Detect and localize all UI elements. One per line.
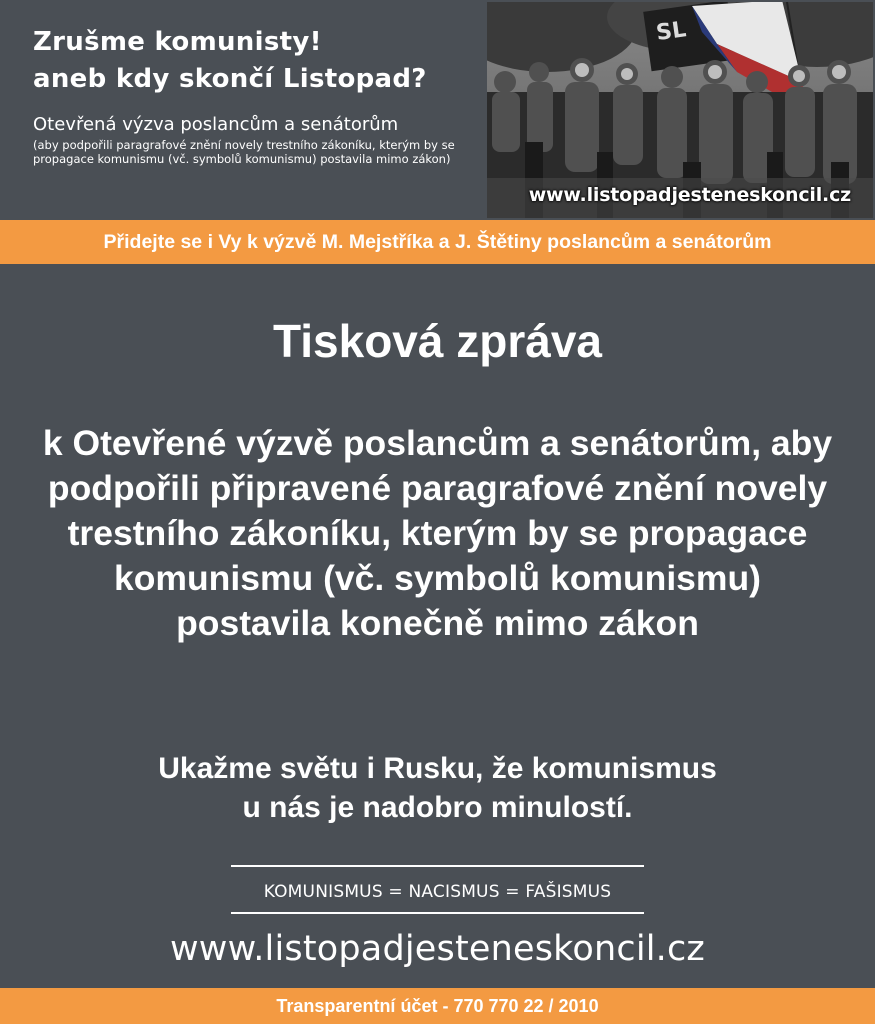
equation-statement: KOMUNISMUS = NACISMUS = FAŠISMUS bbox=[263, 882, 612, 902]
headline-line-1: Zrušme komunisty! bbox=[33, 27, 322, 57]
website-url[interactable]: www.listopadjesteneskoncil.cz bbox=[169, 929, 706, 969]
slogan-line-1: Ukažme světu i Rusku, že komunismus bbox=[158, 752, 717, 785]
account-banner bbox=[0, 988, 875, 1024]
divider-top bbox=[231, 865, 644, 867]
press-release-title: Tisková zpráva bbox=[272, 315, 602, 367]
header bbox=[0, 0, 875, 220]
headline-line-2: aneb kdy skončí Listopad? bbox=[33, 64, 427, 94]
subheadline-note: (aby podpořili paragrafové znění novely trestního zákoníku, kterým by se propagace komunismu (vč. symbolů komunismu) postavila mimo zákon) bbox=[33, 138, 455, 166]
bank-account-text: Transparentní účet - 770 770 22 / 2010 bbox=[276, 996, 599, 1016]
slogan-line-2: u nás je nadobro minulostí. bbox=[242, 791, 633, 824]
protest-sign-text: SL bbox=[654, 17, 688, 47]
divider-bottom bbox=[231, 912, 644, 914]
press-release-body: k Otevřené výzvě poslancům a senátorům, aby podpořili připravené paragrafové znění novely trestního zákoníku, kterým by se propagace komunismu (vč. symbolů komunismu) postavila konečně mimo zákon bbox=[42, 423, 833, 643]
call-to-action-text: Přidejte se i Vy k výzvě M. Mejstříka a J. Štětiny poslancům a senátorům bbox=[103, 231, 772, 253]
protest-photo bbox=[487, 2, 873, 218]
call-to-action-banner bbox=[0, 220, 875, 264]
header-text-block bbox=[33, 24, 483, 166]
subheadline: Otevřená výzva poslancům a senátorům bbox=[33, 114, 399, 135]
slogan bbox=[40, 749, 835, 827]
photo-caption-url: www.listopadjesteneskoncil.cz bbox=[528, 184, 851, 206]
